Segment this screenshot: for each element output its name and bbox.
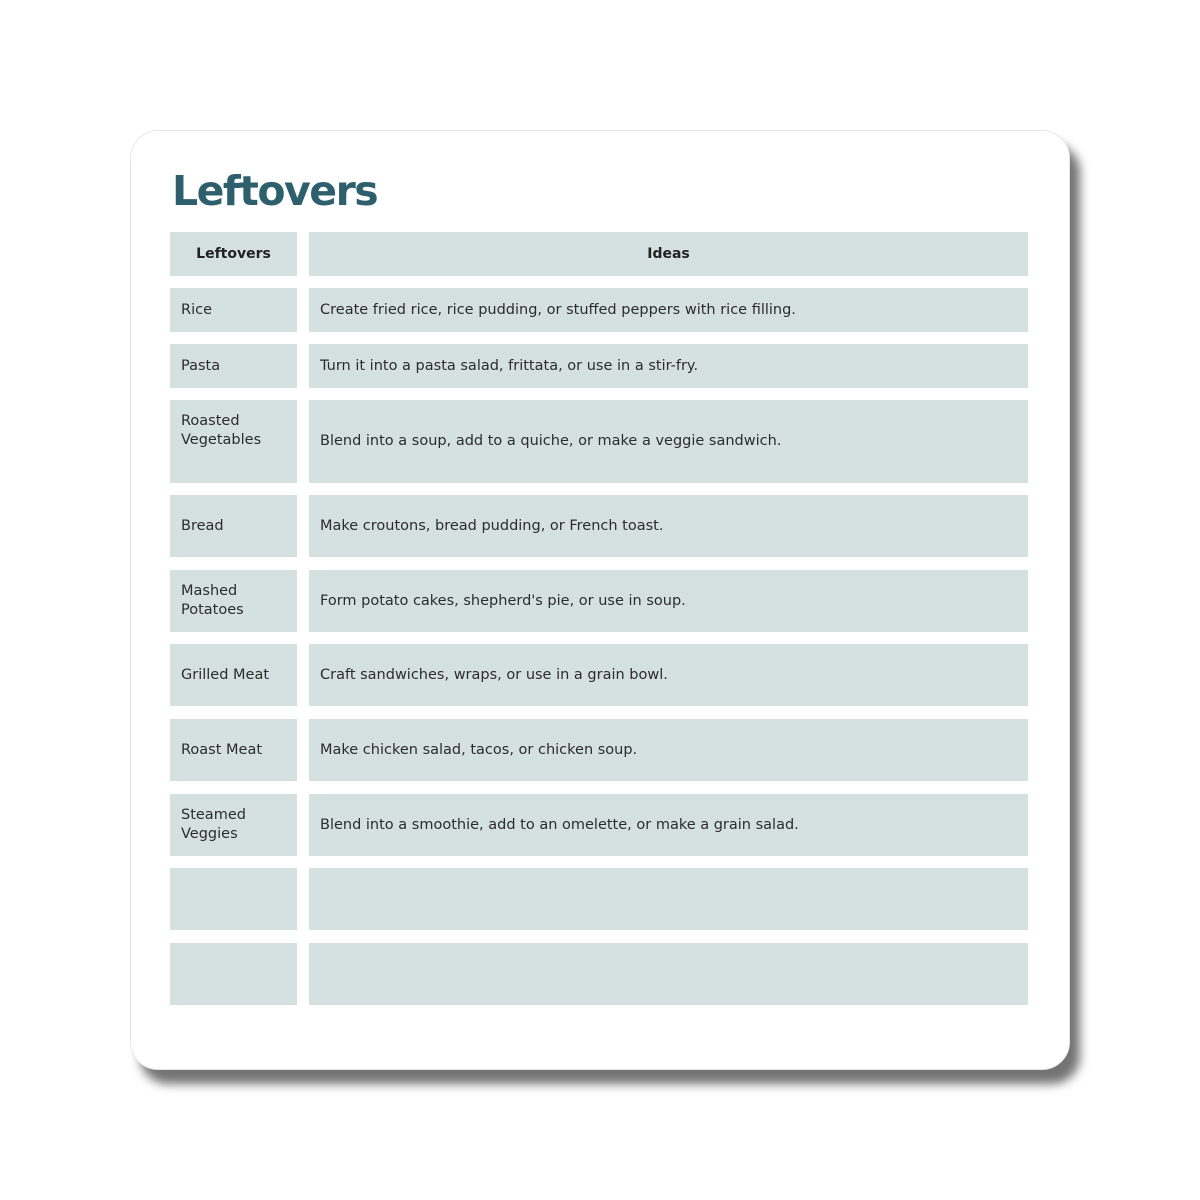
leftover-label: Grilled Meat [181, 666, 270, 683]
table-cell-idea [309, 344, 1028, 388]
leftover-label: Roast Meat [181, 741, 263, 758]
table-cell-leftover [170, 400, 297, 483]
idea-text: Blend into a smoothie, add to an omelette, or make a grain salad. [320, 816, 799, 833]
leftover-label: Steamed Veggies [181, 807, 246, 842]
table-cell-leftover [170, 288, 297, 332]
page-title: Leftovers [172, 167, 378, 215]
table-cell-idea-empty [309, 943, 1028, 1005]
table-cell-leftover-empty [170, 943, 297, 1005]
leftover-label: Bread [181, 517, 224, 534]
table-header-ideas [309, 232, 1028, 276]
table-cell-idea [309, 570, 1028, 632]
leftover-label: Roasted Vegetables [181, 413, 262, 448]
table-cell-idea [309, 495, 1028, 557]
leftover-label: Pasta [181, 357, 221, 374]
leftover-label: Mashed Potatoes [181, 583, 244, 618]
idea-text: Craft sandwiches, wraps, or use in a grain bowl. [320, 666, 668, 683]
table-cell-idea [309, 400, 1028, 483]
table-header-leftovers [170, 232, 297, 276]
header-label: Ideas [647, 245, 690, 262]
table-cell-leftover [170, 719, 297, 781]
table-cell-leftover [170, 644, 297, 706]
header-label: Leftovers [196, 245, 271, 262]
table-cell-idea-empty [309, 868, 1028, 930]
idea-text: Create fried rice, rice pudding, or stuffed peppers with rice filling. [320, 301, 796, 318]
idea-text: Make croutons, bread pudding, or French toast. [320, 517, 664, 534]
idea-text: Form potato cakes, shepherd's pie, or use in soup. [320, 592, 686, 609]
idea-text: Blend into a soup, add to a quiche, or make a veggie sandwich. [320, 433, 782, 449]
table-cell-idea [309, 794, 1028, 856]
table-cell-leftover-empty [170, 868, 297, 930]
table-cell-leftover [170, 570, 297, 632]
leftover-label: Rice [181, 301, 212, 318]
table-cell-leftover [170, 344, 297, 388]
table-cell-leftover [170, 495, 297, 557]
table-cell-idea [309, 719, 1028, 781]
table-cell-idea [309, 644, 1028, 706]
table-cell-idea [309, 288, 1028, 332]
table-cell-leftover [170, 794, 297, 856]
idea-text: Make chicken salad, tacos, or chicken soup. [320, 741, 638, 758]
idea-text: Turn it into a pasta salad, frittata, or use in a stir-fry. [320, 357, 699, 374]
